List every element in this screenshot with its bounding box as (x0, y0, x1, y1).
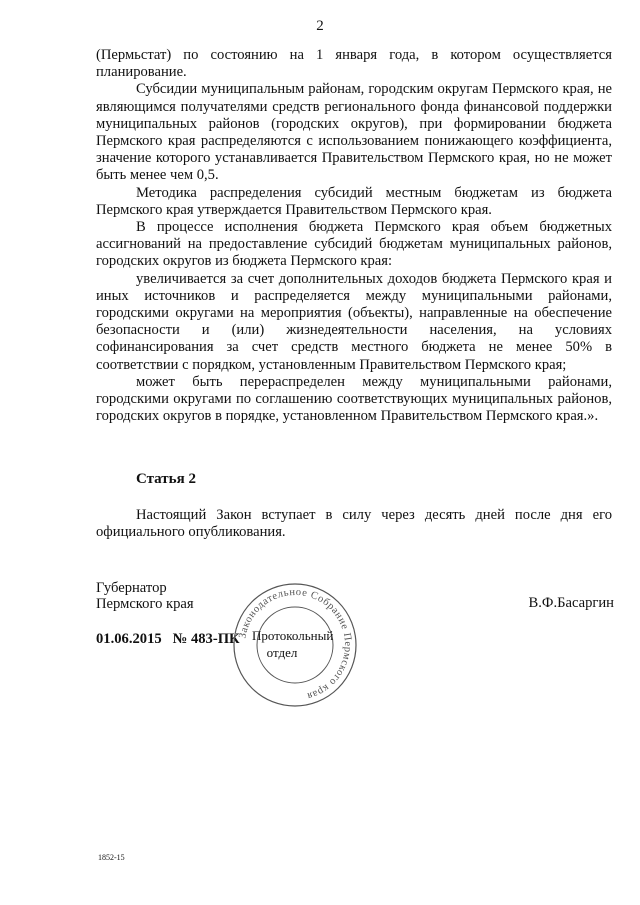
stamp-center-text (252, 627, 334, 661)
document-reference (96, 631, 240, 648)
paragraph: В процессе исполнения бюджета Пермского края объем бюджетных ассигнований на предоставление субсидий бюджетам муниципальных районов, городских округов из бюджета Пермского края: (96, 219, 612, 270)
stamp-center-line: Протокольный (252, 628, 334, 643)
stamp-center-line: отдел (266, 645, 298, 660)
signatory-title (96, 580, 194, 612)
paragraph: (Пермьстат) по состоянию на 1 января года, в котором осуществляется планирование. (96, 47, 612, 81)
article-text: Настоящий Закон вступает в силу через десять дней после дня его официального опубликования. (96, 507, 612, 541)
paragraph: Субсидии муниципальным районам, городским округам Пермского края, не являющимся получателями средств регионального фонда финансовой поддержки муниципальных районов (городских округов), при формировании бюджета Пермского края распределяются с использованием понижающего коэффициента, значение которого устанавливается Правительством Пермского края, но не может быть менее чем 0,5. (96, 81, 612, 184)
stamp-ring-text: Законодательное Собрание Пермского края (237, 586, 354, 702)
article-heading: Статья 2 (136, 471, 196, 487)
page-number: 2 (316, 18, 324, 34)
signatory-title-line: Пермского края (96, 596, 194, 612)
paragraph: может быть перераспределен между муниципальными районами, городскими округами по соглашению соответствующих муниципальных районов, городских округов в порядке, установленном Правительством Пермского края.». (96, 373, 612, 425)
document-date: 01.06.2015 (96, 631, 162, 647)
document-number: № 483-ПК (172, 631, 240, 647)
footer-code: 1852-15 (98, 853, 125, 862)
paragraph: Методика распределения субсидий местным бюджетам из бюджета Пермского края утверждается Правительством Пермского края. (96, 184, 612, 218)
paragraph: увеличивается за счет дополнительных доходов бюджета Пермского края и иных источников и распределяется между муниципальными районами, городскими округами на мероприятия (объекты), направленные на обеспечение безопасности и (или) жизнедеятельности населения, на условиях софинансирования за счет средств местного бюджета не менее 50% в соответствии с порядком, установленным Правительством Пермского края; (96, 270, 612, 373)
signatory-title-line: Губернатор (96, 580, 167, 596)
signatory-name: В.Ф.Басаргин (528, 595, 614, 611)
body-text (96, 47, 612, 425)
